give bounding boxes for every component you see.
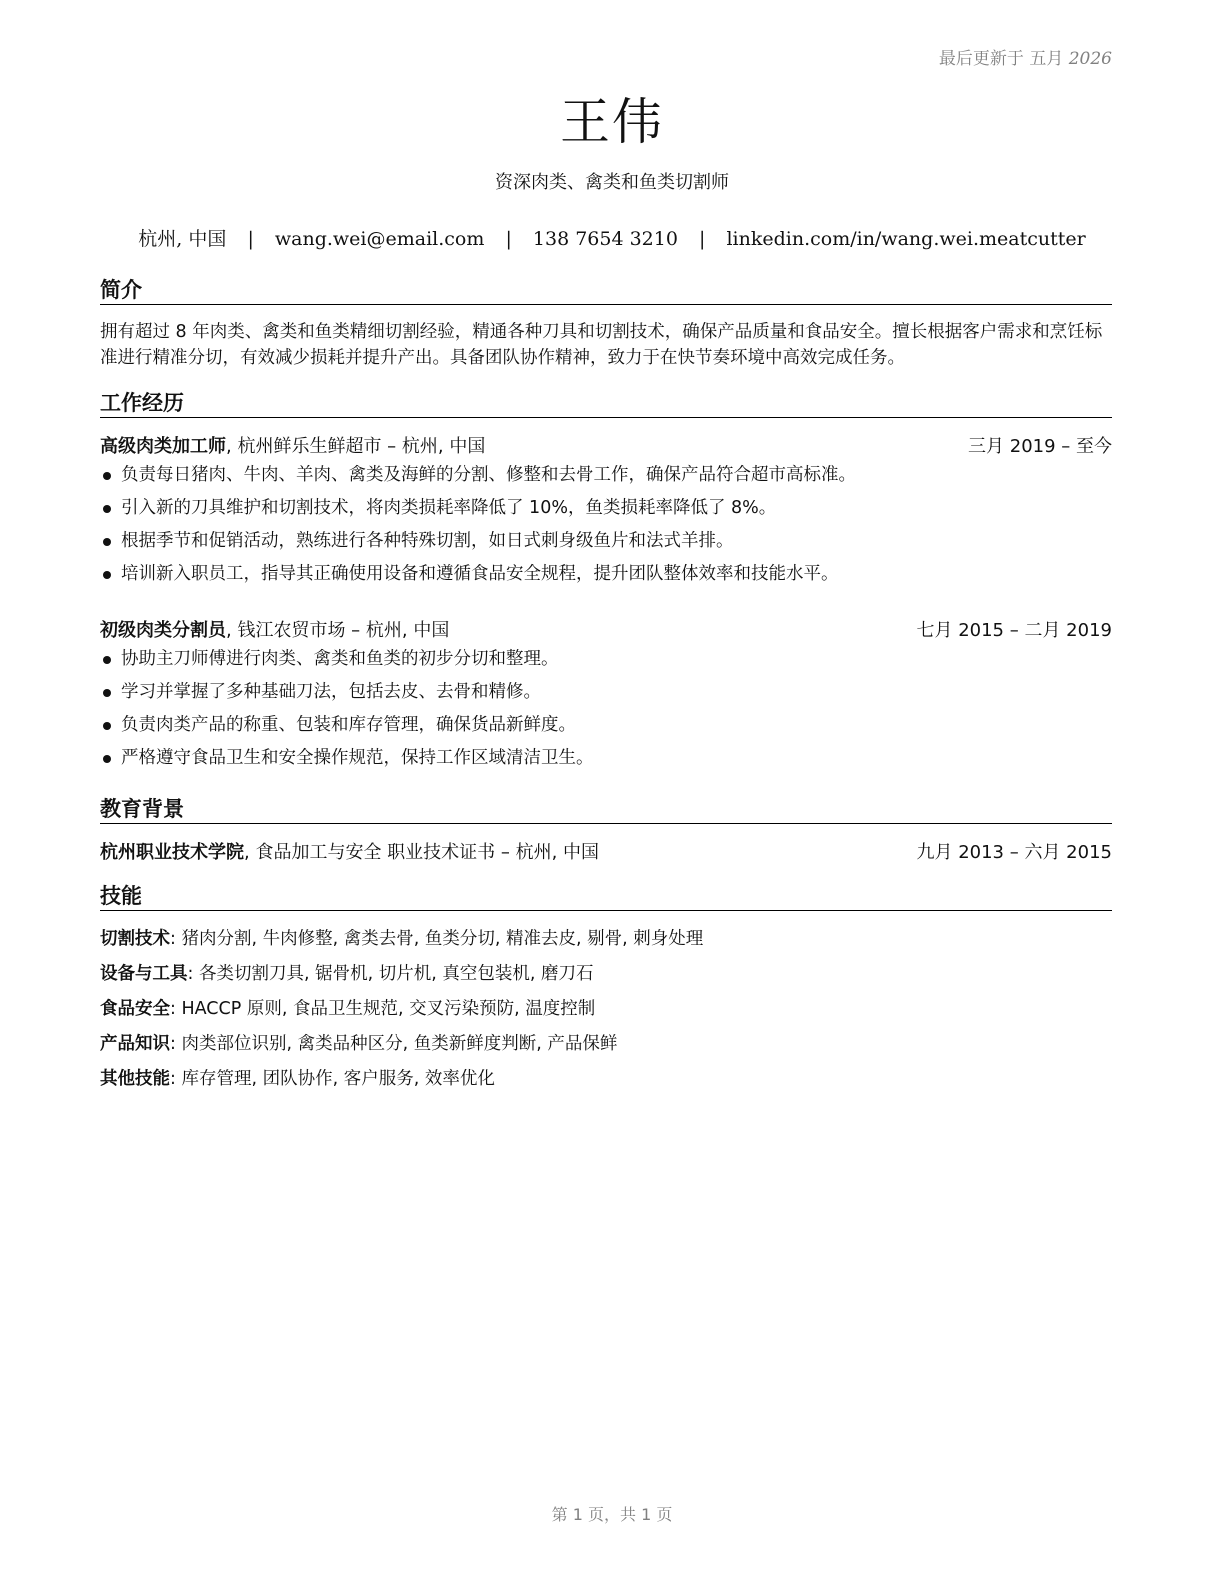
- contact-location: 杭州, 中国: [138, 228, 227, 250]
- experience-heading: 工作经历: [100, 390, 1112, 418]
- job-bullet: 培训新入职员工，指导其正确使用设备和遵循食品安全规程，提升团队整体效率和技能水平。: [100, 558, 1112, 591]
- education-detail: , 食品加工与安全 职业技术证书 – 杭州, 中国: [244, 842, 600, 863]
- education-header: [100, 841, 1112, 865]
- job-entry: [100, 435, 1112, 591]
- contact-line: [0, 224, 1224, 251]
- contact-separator: |: [699, 228, 706, 250]
- skill-row: [100, 1027, 1112, 1062]
- job-header: [100, 435, 1112, 459]
- job-bullet: 负责肉类产品的称重、包装和库存管理，确保货品新鲜度。: [100, 709, 1112, 742]
- skill-value: : 各类切割刀具, 锯骨机, 切片机, 真空包装机, 磨刀石: [187, 964, 594, 984]
- page-footer: 第 1 页，共 1 页: [551, 1505, 673, 1524]
- summary-section: [100, 277, 1112, 371]
- skill-row: [100, 992, 1112, 1027]
- job-dates: 七月 2015 – 二月 2019: [916, 620, 1112, 641]
- skill-row: [100, 957, 1112, 992]
- skill-label: 切割技术: [100, 929, 170, 949]
- education-heading: 教育背景: [100, 796, 1112, 824]
- skill-value: : 肉类部位识别, 禽类品种区分, 鱼类新鲜度判断, 产品保鲜: [170, 1034, 618, 1054]
- job-bullets: [100, 459, 1112, 591]
- job-entry: [100, 619, 1112, 775]
- summary-heading: 简介: [100, 277, 1112, 305]
- last-updated-label: 最后更新于 五月: [938, 49, 1064, 69]
- skill-value: : 库存管理, 团队协作, 客户服务, 效率优化: [170, 1069, 495, 1089]
- skill-label: 产品知识: [100, 1034, 170, 1054]
- job-role: 初级肉类分割员: [100, 620, 226, 641]
- skill-value: : 猪肉分割, 牛肉修整, 禽类去骨, 鱼类分切, 精准去皮, 剔骨, 刺身处理: [170, 929, 704, 949]
- job-employer: , 杭州鲜乐生鲜超市 – 杭州, 中国: [226, 436, 486, 457]
- job-bullet: 协助主刀师傅进行肉类、禽类和鱼类的初步分切和整理。: [100, 643, 1112, 676]
- candidate-name: 王伟: [560, 93, 664, 151]
- job-bullet: 根据季节和促销活动，熟练进行各种特殊切割，如日式刺身级鱼片和法式羊排。: [100, 525, 1112, 558]
- last-updated: [939, 44, 1112, 69]
- job-header: [100, 619, 1112, 643]
- education-dates: 九月 2013 – 六月 2015: [916, 842, 1112, 863]
- education-school: 杭州职业技术学院: [100, 842, 244, 863]
- skills-section: [100, 883, 1112, 911]
- job-bullet: 严格遵守食品卫生和安全操作规范，保持工作区域清洁卫生。: [100, 742, 1112, 775]
- skills-heading: 技能: [100, 883, 1112, 911]
- skill-value: : HACCP 原则, 食品卫生规范, 交叉污染预防, 温度控制: [170, 999, 596, 1019]
- contact-separator: |: [505, 228, 512, 250]
- job-bullet: 负责每日猪肉、牛肉、羊肉、禽类及海鲜的分割、修整和去骨工作，确保产品符合超市高标准。: [100, 459, 1112, 492]
- skill-row: [100, 922, 1112, 957]
- candidate-title: 资深肉类、禽类和鱼类切割师: [495, 172, 729, 193]
- contact-separator: |: [247, 228, 254, 250]
- job-dates: 三月 2019 – 至今: [968, 436, 1112, 457]
- job-bullet: 引入新的刀具维护和切割技术，将肉类损耗率降低了 10%，鱼类损耗率降低了 8%。: [100, 492, 1112, 525]
- skill-row: [100, 1062, 1112, 1097]
- education-entry: [100, 841, 1112, 865]
- skill-label: 食品安全: [100, 999, 170, 1019]
- job-bullet: 学习并掌握了多种基础刀法，包括去皮、去骨和精修。: [100, 676, 1112, 709]
- job-bullets: [100, 643, 1112, 775]
- contact-linkedin[interactable]: linkedin.com/in/wang.wei.meatcutter: [726, 228, 1086, 250]
- skill-label: 设备与工具: [100, 964, 188, 984]
- summary-text: 拥有超过 8 年肉类、禽类和鱼类精细切割经验，精通各种刀具和切割技术，确保产品质量和食品安全。擅长根据客户需求和烹饪标准进行精准分切，有效减少损耗并提升产出。具备团队协作精神，致力于在快节奏环境中高效完成任务。: [100, 322, 1103, 368]
- skills-list: [100, 922, 1112, 1097]
- contact-phone: 138 7654 3210: [532, 228, 678, 250]
- job-role: 高级肉类加工师: [100, 436, 226, 457]
- last-updated-year: 2026: [1068, 49, 1112, 69]
- skill-label: 其他技能: [100, 1069, 170, 1089]
- education-section: [100, 796, 1112, 824]
- experience-section: [100, 390, 1112, 418]
- contact-email[interactable]: wang.wei@email.com: [274, 228, 485, 250]
- job-employer: , 钱江农贸市场 – 杭州, 中国: [226, 620, 450, 641]
